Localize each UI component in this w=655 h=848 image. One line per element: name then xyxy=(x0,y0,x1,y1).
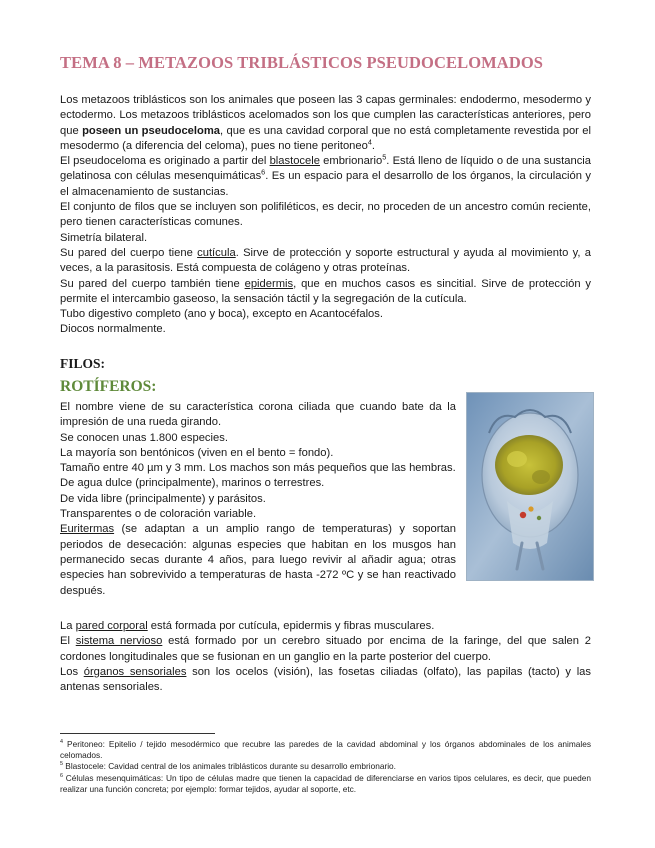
text-span: . Es un espacio para el desarrollo de los órganos, la circulación y el almacenamiento de sustancias. xyxy=(60,170,591,198)
intro-paragraph-5 xyxy=(60,246,591,277)
footnote-ref-5[interactable]: 5 xyxy=(382,152,387,162)
rotiferos-item: Transparentes o de coloración variable. xyxy=(60,508,257,521)
footnote-number: 5 xyxy=(60,761,63,768)
text-span: Su pared del cuerpo tiene xyxy=(60,246,198,259)
intro-paragraph-4: Simetría bilateral. xyxy=(60,231,148,244)
footnote-text: Células mesenquimáticas: Un tipo de células madre que tienen la capacidad de diferenciarse en varios tipos celulares, es decir, que pueden realizar una función concreta; por ejemplo: formar tejidos, ayudar al soporte, etc. xyxy=(60,772,591,794)
organ-orange-shape xyxy=(528,506,533,511)
intro-paragraph-6 xyxy=(60,277,591,308)
text-span: está formado por un cerebro situado por encima de la faringe, del que salen 2 cordones longitudinales que se fusionan en un ganglio en la parte posterior del cuerpo. xyxy=(60,635,591,663)
text-span: Los xyxy=(60,665,84,678)
gut-shadow-shape xyxy=(532,470,550,484)
term-blastocele: blastocele xyxy=(269,155,320,168)
rotifer-photo xyxy=(466,392,594,581)
intro-paragraph-1 xyxy=(60,93,591,154)
text-span: La xyxy=(60,620,76,632)
footnote-ref-6[interactable]: 6 xyxy=(261,167,266,177)
text-span: , que en muchos casos es sincitial. Sirve de protección y permite el intercambio gaseoso, la sensación táctil y la segregación de la cutícula. xyxy=(60,277,591,305)
rotiferos-item xyxy=(60,665,591,696)
term-pared-corporal: pared corporal xyxy=(75,620,148,632)
rotiferos-item: Tamaño entre 40 µm y 3 mm. Los machos son más pequeños que las hembras. xyxy=(60,462,456,475)
intro-paragraph-7: Tubo digestivo completo (ano y boca), excepto en Acantocéfalos. xyxy=(60,308,383,321)
rotifer-illustration xyxy=(467,393,593,580)
footnote-number: 4 xyxy=(60,739,63,746)
rotiferos-item: El nombre viene de su característica corona ciliada que cuando bate da la impresión de una rueda girando. xyxy=(60,401,456,429)
filos-heading: FILOS: xyxy=(60,356,106,371)
footnote-text: Peritoneo: Epitelio / tejido mesodérmico que recubre las paredes de la cavidad abdominal y los órganos abdominales de los animales celomados. xyxy=(60,739,591,761)
footnote-6 xyxy=(60,773,591,795)
intro-paragraph-3: El conjunto de filos que se incluyen son polifiléticos, es decir, no proceden de un ancestro común reciente, pero tienen características comunes. xyxy=(60,201,591,229)
footnote-text: Blastocele: Cavidad central de los animales triblásticos durante su desarrollo embrionario. xyxy=(63,761,396,772)
intro-paragraph-2 xyxy=(60,154,591,200)
term-cuticula: cutícula xyxy=(197,246,236,259)
rotiferos-item xyxy=(60,619,591,634)
footnote-number: 6 xyxy=(60,772,63,779)
term-euritermas: Euritermas xyxy=(60,523,115,536)
text-span: Los metazoos triblásticos son los animales que poseen las 3 capas germinales: endodermo, mesodermo y ectodermo. Los metazoos triblásticos acelomados son los que cumplen las características anteriores, pero que xyxy=(60,94,591,137)
rotiferos-item: La mayoría son bentónicos (viven en el bento = fondo). xyxy=(60,446,334,459)
text-span: está formada por cutícula, epidermis y fibras musculares. xyxy=(147,620,435,632)
rotiferos-item: De agua dulce (principalmente), marinos o terrestres. xyxy=(60,477,325,490)
footnote-5 xyxy=(60,761,591,772)
rotiferos-item xyxy=(60,634,591,665)
footnote-rule xyxy=(60,733,215,734)
footnote-ref-4[interactable]: 4 xyxy=(367,137,372,147)
gut-highlight-shape xyxy=(507,451,527,467)
term-sistema-nervioso: sistema nervioso xyxy=(75,635,163,648)
organ-green-shape xyxy=(537,516,541,520)
text-span: El pseudoceloma es originado a partir del xyxy=(60,155,270,168)
rotifer-gut-shape xyxy=(495,435,563,495)
text-span: son los ocelos (visión), las fosetas ciliadas (olfato), las papilas (tacto) y las antenas sensoriales. xyxy=(60,665,591,694)
text-span: , que es una cavidad corporal que no está completamente revestida por el mesodermo (a diferencia del celoma), pues no tiene peritoneo xyxy=(60,124,591,152)
footnote-4 xyxy=(60,739,591,761)
organ-red-shape xyxy=(520,512,526,518)
rotiferos-section xyxy=(60,400,456,599)
bold-term-pseudoceloma: poseen un pseudoceloma xyxy=(82,124,221,137)
rotiferos-section-continued xyxy=(60,619,591,695)
term-epidermis: epidermis xyxy=(244,277,294,290)
footnotes-section xyxy=(60,739,591,795)
text-span: embrionario xyxy=(319,155,383,168)
text-span: Su pared del cuerpo también tiene xyxy=(60,277,245,290)
term-organos-sensoriales: órganos sensoriales xyxy=(83,665,187,678)
intro-section xyxy=(60,93,591,338)
rotiferos-item: Se conocen unas 1.800 especies. xyxy=(60,431,228,444)
intro-paragraph-8: Diocos normalmente. xyxy=(60,323,166,336)
text-span: . Está lleno de líquido o de una sustancia gelatinosa con células mesenquimáticas xyxy=(60,155,591,183)
rotiferos-item xyxy=(60,522,456,598)
rotiferos-heading: ROTÍFEROS: xyxy=(60,378,157,395)
text-span: . xyxy=(371,139,375,152)
rotiferos-item: De vida libre (principalmente) y parásitos. xyxy=(60,492,266,505)
text-span: (se adaptan a un amplio rango de temperaturas) y soportan periodos de desecación: algunas especies que habitan en los musgos han permanecido secas durante 4 años, para luego revivir al añadir agua; otras especies han sobrevivido a temperaturas de hasta -272 ºC y se han reactivado después. xyxy=(60,523,456,597)
text-span: El xyxy=(60,635,76,648)
text-span: . Sirve de protección y soporte estructural y ayuda al movimiento y, a veces, a la parasitosis. Está compuesta de colágeno y otras proteínas. xyxy=(60,246,591,275)
page-title: TEMA 8 – METAZOOS TRIBLÁSTICOS PSEUDOCELOMADOS xyxy=(60,53,544,72)
